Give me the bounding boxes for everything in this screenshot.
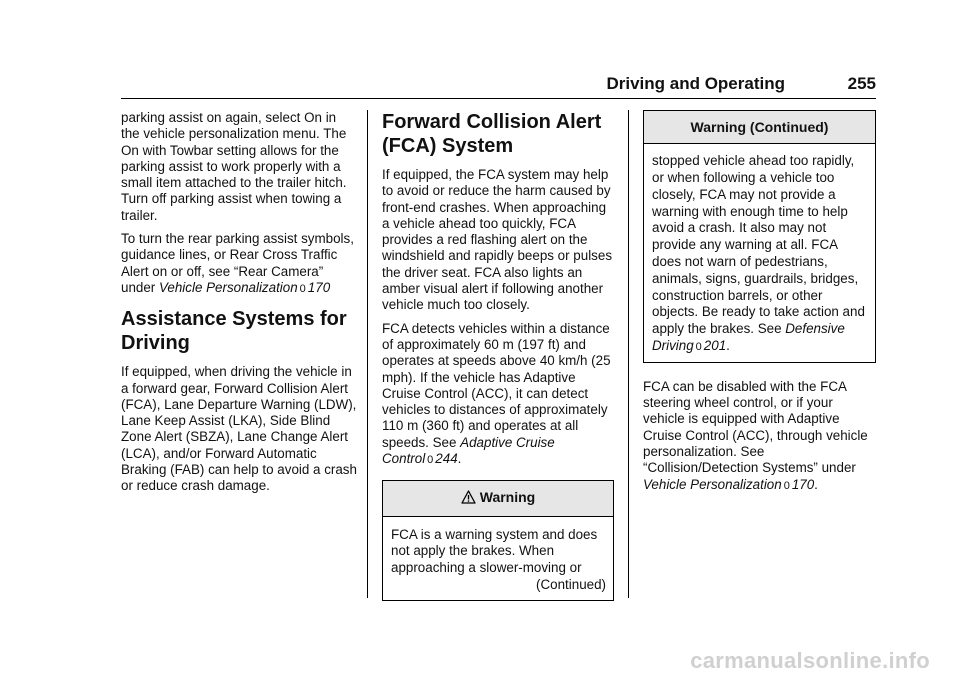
page-ref-symbol: 0 xyxy=(299,282,306,295)
continued-label: (Continued) xyxy=(536,577,606,593)
warning-text: FCA is a warning system and does not apply the brakes. When approaching a slower-moving or xyxy=(391,526,598,576)
page-ref-number[interactable]: 170 xyxy=(791,476,815,492)
section-heading: Assistance Systems for Driving xyxy=(121,308,347,355)
paragraph xyxy=(121,231,357,297)
column-3 xyxy=(643,110,876,501)
warning-header xyxy=(383,481,613,516)
page-number: 255 xyxy=(847,74,876,93)
cross-reference-link[interactable]: Vehicle Personalization xyxy=(643,476,782,492)
warning-triangle-icon xyxy=(461,490,476,507)
warning-header: Warning (Continued) xyxy=(644,111,875,144)
header-rule xyxy=(121,98,876,99)
section-title: Driving and Operating xyxy=(606,74,785,93)
cross-reference-link[interactable]: Vehicle Personalization xyxy=(158,279,298,295)
column-1 xyxy=(121,110,357,502)
paragraph: If equipped, the FCA system may help to avoid or reduce the harm caused by front-end crashes. When approaching a vehicle ahead too quickly, FCA provides a red flashing alert on the windshield and rapidly beeps or pulses the driver seat. FCA also lights an amber visual alert if following another vehicle much too closely. xyxy=(382,167,613,313)
page-ref-symbol: 0 xyxy=(783,479,790,492)
page-ref-number[interactable]: 201 xyxy=(703,338,727,354)
paragraph: parking assist on again, select On in the vehicle personalization menu. The On with Towbar setting allows for the parking assist to work properly with a small item attached to the trailer hitch. Turn off parking assist when towing a trailer. xyxy=(121,110,347,223)
paragraph-text: To turn the rear parking assist symbols, guidance lines, or Rear Cross Traffic Alert on or off, see “Rear Camera” under xyxy=(121,231,354,295)
column-2 xyxy=(382,110,614,601)
section-heading: Forward Collision Alert (FCA) System xyxy=(382,111,602,157)
warning-body: stopped vehicle ahead too rapidly, or when following a vehicle too closely, FCA may not provide a warning with enough time to help avoid a crash. It also may not provide any warning at all. FCA does not warn of pedestrians, animals, signs, guardrails, bridges, construction barrels, or other objects. Be ready to take action and apply the brakes. See Defensive Driving 0 201. xyxy=(652,153,865,354)
paragraph-text: FCA can be disabled with the FCA steering wheel control, or if your vehicle is equipped with Adaptive Cruise Control (ACC), through vehicle personalization. See “Collision/Detection Systems” under xyxy=(643,378,868,476)
warning-text: stopped vehicle ahead too rapidly, or when following a vehicle too closely, FCA may not provide a warning with enough time to help avoid a crash. It also may not provide any warning at all. FCA does not warn of pedestrians, animals, signs, guardrails, bridges, construction barrels, or other objects. Be ready to take action and apply the brakes. See xyxy=(652,153,865,337)
warning-box-continued xyxy=(643,110,876,363)
paragraph: If equipped, when driving the vehicle in a forward gear, Forward Collision Alert (FCA), Lane Departure Warning (LDW), Lane Keep Assist (LKA), Side Blind Zone Alert (SBZA), Lane Change Alert (LCA), and/or Forward Automatic Braking (FAB) can help to avoid a crash or reduce crash damage. xyxy=(121,364,357,494)
column-divider xyxy=(367,110,368,598)
watermark: carmanualsonline.info xyxy=(690,648,930,673)
page-ref-symbol: 0 xyxy=(695,341,702,354)
cross-reference-link[interactable]: Adaptive Cruise Control xyxy=(382,434,555,467)
paragraph-text: FCA detects vehicles within a distance of approximately 60 m (197 ft) and operates at speeds above 40 km/h (25 mph). If the vehicle has Adaptive Cruise Control (ACC), it can detect vehicles to distances of approximately 110 m (360 ft) and operates at all speeds. See xyxy=(382,320,611,450)
column-divider xyxy=(628,110,629,598)
paragraph: FCA detects vehicles within a distance of approximately 60 m (197 ft) and operates at speeds above 40 km/h (25 mph). If the vehicle has Adaptive Cruise Control (ACC), it can detect vehicles to distances of approximately 110 m (360 ft) and operates at all speeds. See Adaptive Cruise Control 0 244. xyxy=(382,320,611,467)
warning-body xyxy=(383,517,613,600)
page-ref-number[interactable]: 244 xyxy=(435,451,458,467)
cross-reference-link[interactable]: Defensive Driving xyxy=(652,321,845,354)
warning-box xyxy=(382,480,614,600)
page-ref-number[interactable]: 170 xyxy=(307,279,331,295)
page-ref-symbol: 0 xyxy=(427,454,434,467)
paragraph: FCA can be disabled with the FCA steering wheel control, or if your vehicle is equipped with Adaptive Cruise Control (ACC), through vehicle personalization. See “Collision/Detection Systems” under Vehicle Personalization 0 170. xyxy=(643,378,868,492)
warning-title: Warning xyxy=(479,489,536,506)
